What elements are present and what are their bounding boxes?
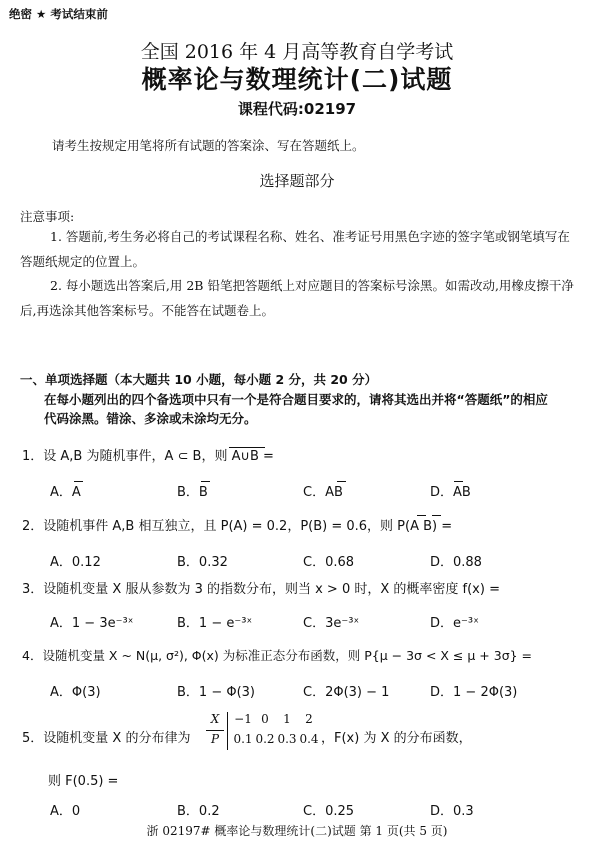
table-p-value: 0.3: [277, 732, 297, 746]
question-1-option-d: D．AB: [430, 485, 471, 500]
question-4-option-d: D．1 − 2Φ(3): [430, 685, 518, 700]
question-2-option-c: C．0.68: [303, 555, 355, 570]
table-x-value: 2: [305, 712, 313, 726]
question-4-option-b: B．1 − Φ(3): [177, 685, 255, 700]
question-2-stem: 2．设随机事件 A,B 相互独立，且 P(A) = 0.2，P(B) = 0.6，则 P(A B) =: [22, 519, 453, 534]
paper-title: 概率论与数理统计(二)试题: [141, 65, 453, 94]
question-5-option-a: A．0: [50, 804, 81, 819]
note-item-2: 2. 每小题选出答案后,用 2B 铅笔把答题纸上对应题目的答案标号涂黑。如需改动,用橡皮擦干净后,再选涂其他答案标号。不能答在试题卷上。: [20, 278, 574, 318]
question-2-option-a: A．0.12: [50, 555, 101, 570]
table-x-label: X: [210, 712, 220, 726]
overline-mark: [417, 515, 426, 516]
overline-mark: [337, 481, 346, 482]
question-5-option-c: C．0.25: [303, 804, 355, 819]
question-1-stem: 1．设 A,B 为随机事件，A ⊂ B，则 A∪B =: [22, 449, 274, 464]
overline-mark: [432, 515, 441, 516]
question-3-option-b: B．1 − e⁻³ˣ: [177, 616, 253, 631]
notes-title: 注意事项:: [20, 209, 75, 224]
table-x-value: 0: [261, 712, 269, 726]
question-1-option-c: C．AB: [303, 485, 343, 500]
question-3-option-d: D．e⁻³ˣ: [430, 616, 479, 631]
overline-mark: [454, 481, 463, 482]
overline-mark: [201, 481, 210, 482]
question-2-option-d: D．0.88: [430, 555, 482, 570]
table-p-value: 0.2: [255, 732, 275, 746]
question-5-stem: 5．设随机变量 X 的分布律为: [22, 731, 191, 746]
question-4-option-c: C．2Φ(3) − 1: [303, 685, 390, 700]
question-1-option-b: B．B: [177, 485, 208, 500]
question-3-option-a: A．1 − 3e⁻³ˣ: [50, 616, 134, 631]
table-divider: [206, 730, 224, 731]
table-divider: [227, 712, 228, 750]
question-5-stem-continued: ，F(x) 为 X 的分布函数，: [321, 731, 472, 746]
question-5-option-d: D．0.3: [430, 804, 474, 819]
note-item-1: 1. 答题前,考生务必将自己的考试课程名称、姓名、准考证号用黑色字迹的签字笔或钢笔填写在答题纸规定的位置上。: [20, 229, 570, 269]
question-1-option-a: A．A: [50, 485, 81, 500]
table-x-value: −1: [234, 712, 252, 726]
question-5-stem-line2: 则 F(0.5) =: [48, 774, 119, 789]
exam-title: 全国 2016 年 4 月高等教育自学考试: [140, 41, 454, 63]
part-heading: 一、单项选择题（本大题共 10 小题，每小题 2 分，共 20 分）: [20, 372, 378, 387]
question-4-option-a: A．Φ(3): [50, 685, 101, 700]
table-p-label: P: [210, 732, 220, 746]
course-code: 课程代码:02197: [237, 100, 357, 118]
part-instructions: 在每小题列出的四个备选项中只有一个是符合题目要求的，请将其选出并将“答题纸”的相应代码涂黑。错涂、多涂或未涂均无分。: [44, 392, 548, 426]
confidential-label: 绝密 ★ 考试结束前: [9, 7, 108, 21]
overline-mark: [229, 447, 265, 448]
overline-mark: [74, 481, 83, 482]
page-footer: 浙 02197# 概率论与数理统计(二)试题 第 1 页(共 5 页): [146, 824, 448, 838]
question-3-stem: 3．设随机变量 X 服从参数为 3 的指数分布，则当 x > 0 时，X 的概率密度 f(x) =: [22, 582, 500, 597]
intro-text: 请考生按规定用笔将所有试题的答案涂、写在答题纸上。: [52, 138, 365, 153]
table-p-value: 0.4: [299, 732, 319, 746]
question-3-option-c: C．3e⁻³ˣ: [303, 616, 360, 631]
table-x-value: 1: [283, 712, 291, 726]
question-4-stem: 4．设随机变量 X ~ N(μ, σ²), Φ(x) 为标准正态分布函数，则 P{μ − 3σ < X ≤ μ + 3σ} =: [22, 648, 533, 663]
section-heading: 选择题部分: [259, 172, 335, 190]
question-5-option-b: B．0.2: [177, 804, 220, 819]
table-p-value: 0.1: [233, 732, 253, 746]
question-2-option-b: B．0.32: [177, 555, 228, 570]
